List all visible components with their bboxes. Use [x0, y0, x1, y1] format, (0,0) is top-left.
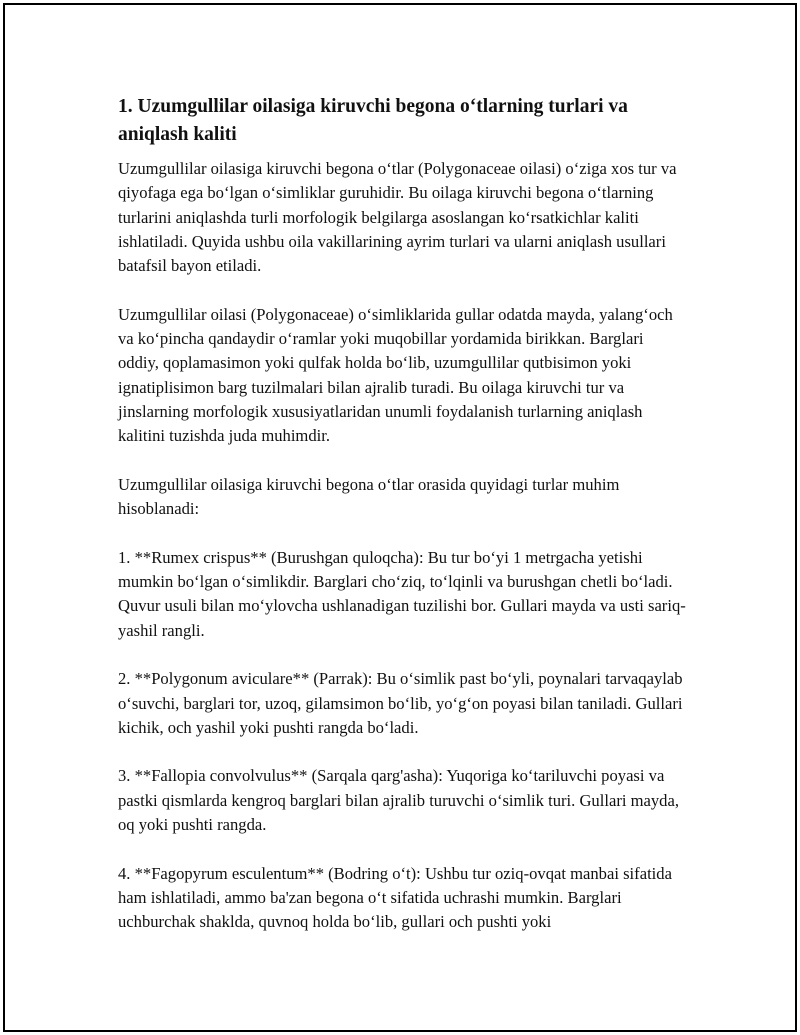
species-item-polygonum-aviculare: 2. **Polygonum aviculare** (Parrak): Bu o‘simlik past bo‘yli, poynalari tarvaqaylab o‘suvchi, barglari tor, uzoq, gilamsimon bo‘lib, yo‘g‘on poyasi bilan taniladi. Gullari kichik, och yashil yoki pushti rangda bo‘ladi.	[118, 669, 683, 737]
species-item-fallopia-convolvulus: 3. **Fallopia convolvulus** (Sarqala qarg'asha): Yuqoriga ko‘tariluvchi poyasi va pastki qismlarda kengroq barglari bilan ajralib turuvchi o‘simlik turi. Gullari mayda, oq yoki pushti rangda.	[118, 766, 679, 835]
section-heading: 1. Uzumgullilar oilasiga kiruvchi begona o‘tlarning turlari va aniqlash kaliti	[118, 96, 628, 145]
species-item-fagopyrum-esculentum: 4. **Fagopyrum esculentum** (Bodring o‘t): Ushbu tur oziq-ovqat manbai sifatida ham ishlatiladi, ammo ba'zan begona o‘t sifatida uchrashi mumkin. Barglari uchburchak shaklda, quvnoq holda bo‘lib, gullari och pushti yoki	[118, 863, 672, 932]
species-list-intro: Uzumgullilar oilasiga kiruvchi begona o‘tlar orasida quyidagi turlar muhim hisoblanadi:	[118, 474, 620, 519]
species-item-rumex-crispus: 1. **Rumex crispus** (Burushgan quloqcha): Bu tur bo‘yi 1 metrgacha yetishi mumkin bo‘lgan o‘simlikdir. Barglari cho‘ziq, to‘lqinli va burushgan chetli bo‘ladi. Quvur usuli bilan mo‘ylovcha ushlanadigan tuzilishi bor. Gullari mayda va usti sariq-yashil rangli.	[118, 547, 686, 640]
intro-paragraph: Uzumgullilar oilasiga kiruvchi begona o‘tlar (Polygonaceae oilasi) o‘ziga xos tur va qiyofaga ega bo‘lgan o‘simliklar guruhidir. Bu oilaga kiruvchi begona o‘tlarning turlarini aniqlashda turli morfologik belgilarga asoslangan ko‘rsatkichlar kaliti ishlatiladi. Quyida ushbu oila vakillarining ayrim turlari va ularni aniqlash usullari batafsil bayon etiladi.	[118, 159, 677, 276]
family-description-paragraph: Uzumgullilar oilasi (Polygonaceae) o‘simliklarida gullar odatda mayda, yalang‘och va ko‘pincha qandaydir o‘ramlar yoki muqobillar yordamida birikkan. Barglari oddiy, qoplamasimon yoki qulfak holda bo‘lib, uzumgullilar qutbisimon yoki ignatiplisimon barg tuzilmalari bilan ajralib turadi. Bu oilaga kiruvchi tur va jinslarning morfologik xususiyatlaridan unumli foydalanish turlarning aniqlash kalitini tuzishda juda muhimdir.	[118, 304, 673, 446]
document-body	[118, 93, 688, 935]
